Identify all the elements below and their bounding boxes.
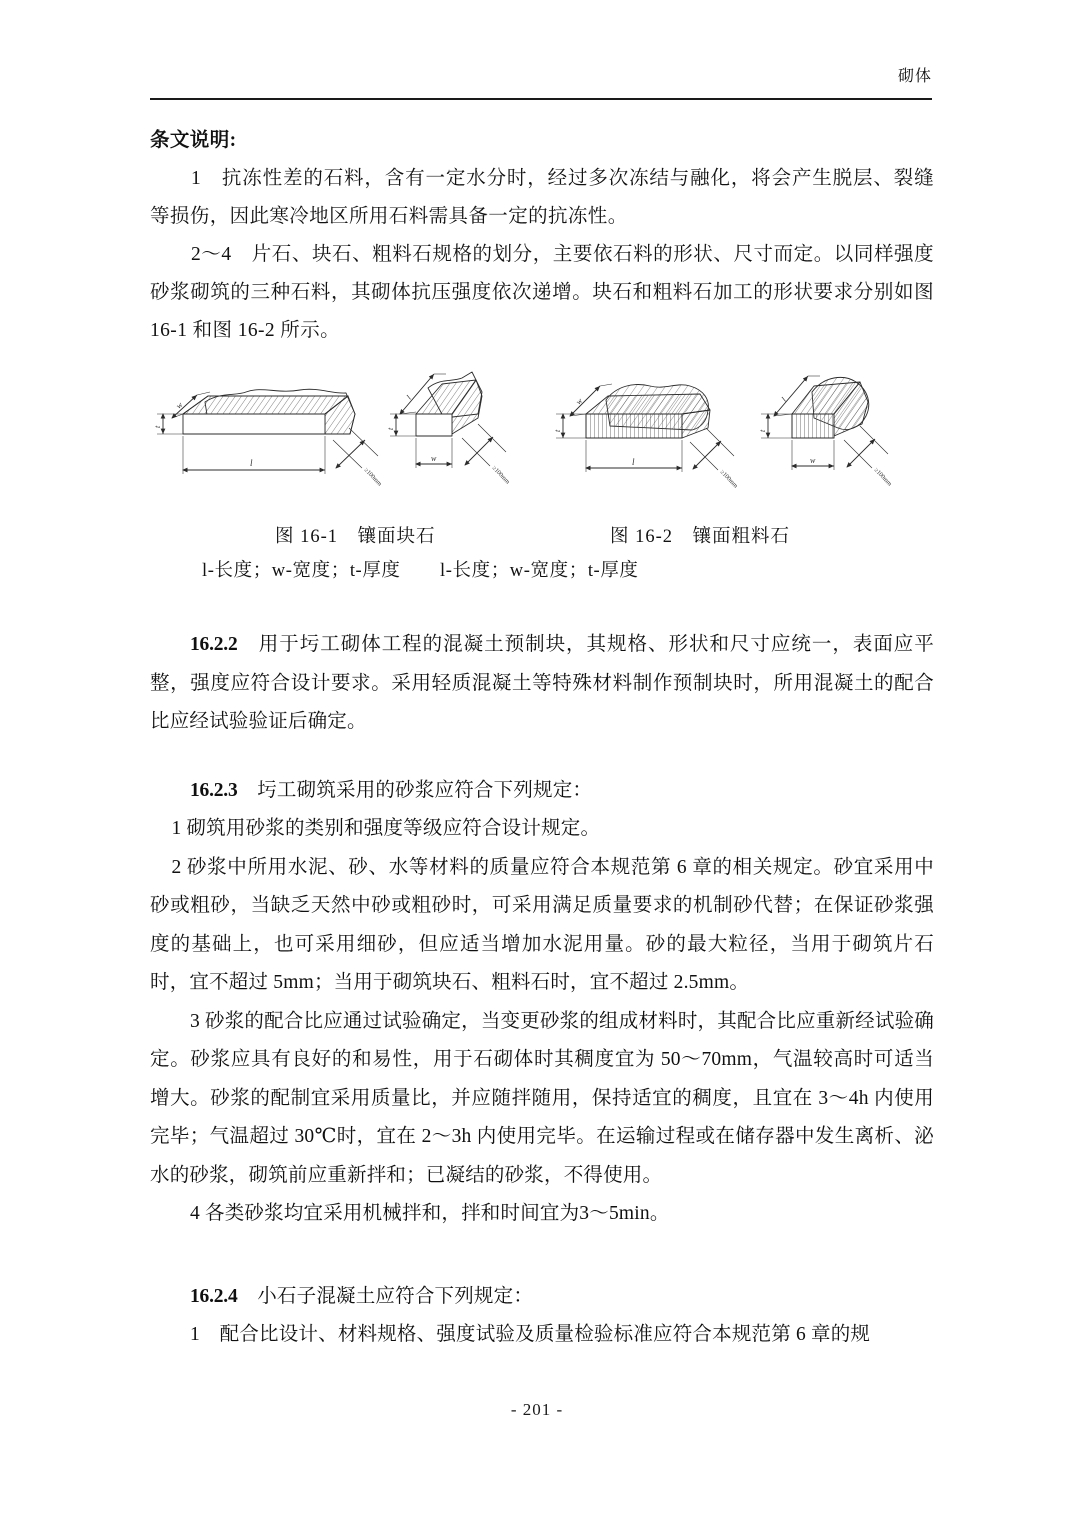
svg-text:≥100mm: ≥100mm [362, 466, 384, 488]
svg-text:l: l [632, 457, 635, 467]
clause-16-2-2-text: 用于圬工砌体工程的混凝土预制块，其规格、形状和尺寸应统一，表面应平整，强度应符合设计要求。采用轻质混凝土等特殊材料制作预制块时，所用混凝土的配合比应经试验验证后确定。 [150, 634, 934, 732]
page-number: - 201 - [510, 1400, 564, 1419]
svg-text:w: w [174, 400, 185, 411]
paragraph-item-2-4: 2～4 片石、块石、粗料石规格的划分，主要依石料的形状、尺寸而定。以同样强度砂浆砌筑的三种石料，其砌体抗压强度依次递增。块石和粗料石加工的形状要求分别如图 16-1 和图 16-2 所示。 [150, 244, 934, 341]
clause-16-2-4 [150, 1278, 934, 1317]
header-title: 砌体 [897, 68, 932, 85]
svg-text:t: t [386, 427, 395, 430]
page-header [150, 66, 932, 110]
figure-legend-16-1: l-长度；w-宽度；t-厚度 [202, 561, 401, 581]
stone-block-3 [553, 384, 739, 490]
figure-caption-16-2: 图 16-2 镶面粗料石 [610, 527, 791, 547]
svg-text:l: l [779, 395, 788, 404]
stone-blocks-drawing [150, 352, 934, 520]
clause-16-2-4-text: 小石子混凝土应符合下列规定： [237, 1285, 534, 1307]
body-text-bottom [150, 626, 934, 1355]
svg-text:l: l [404, 393, 413, 402]
clause-16-2-3-item-3: 3 砂浆的配合比应通过试验确定，当变更砂浆的组成材料时，其配合比应重新经试验确定。砂浆应具有良好的和易性，用于石砌体时其稠度宜为 50～70mm，气温较高时可适当增大。砂浆的配制宜采用质量比，并应随拌随用，保持适宜的稠度，且宜在 3～4h 内使用完毕；气温超过 30℃时，宜在 2～3h 内使用完毕。在运输过程或在储存器中发生离析、泌水的砂浆，砌筑前应重新拌和；已凝结的砂浆，不得使用。 [150, 1010, 934, 1186]
svg-text:w: w [574, 396, 585, 407]
clause-16-2-4-item-1: 1 配合比设计、材料规格、强度试验及质量检验标准应符合本规范第 6 章的规 [189, 1324, 871, 1345]
svg-text:w: w [810, 456, 816, 465]
figure-captions [150, 522, 934, 556]
stone-block-4 [758, 376, 893, 488]
clause-16-2-3-text: 圬工砌筑采用的砂浆应符合下列规定： [237, 779, 593, 801]
figure-legends [150, 556, 934, 590]
svg-text:w: w [431, 454, 437, 463]
svg-text:t: t [758, 429, 767, 432]
clause-16-2-4-number: 16.2.4 [189, 1285, 238, 1307]
body-text-top [150, 122, 934, 350]
figure-drawings [150, 352, 934, 520]
svg-text:t: t [553, 429, 562, 432]
paragraph-item-1: 1 抗冻性差的石料，含有一定水分时，经过多次冻结与融化，将会产生脱层、裂缝等损伤，因此寒冷地区所用石料需具备一定的抗冻性。 [150, 168, 934, 227]
svg-text:t: t [153, 425, 162, 428]
stone-block-2 [386, 372, 511, 486]
svg-text:≥100mm: ≥100mm [718, 468, 740, 490]
page-footer [0, 1400, 1074, 1420]
svg-text:≥100mm: ≥100mm [490, 464, 512, 486]
svg-text:l: l [250, 458, 253, 468]
header-divider [150, 98, 932, 100]
figure-caption-16-1: 图 16-1 镶面块石 [275, 527, 436, 547]
clause-16-2-3 [150, 772, 934, 811]
clause-16-2-3-item-2: 2 砂浆中所用水泥、砂、水等材料的质量应符合本规范第 6 章的相关规定。砂宜采用中砂或粗砂，当缺乏天然中砂或粗砂时，可采用满足质量要求的机制砂代替；在保证砂浆强度的基础上，也可采用细砂，但应适当增加水泥用量。砂的最大粒径，当用于砌筑片石时，宜不超过 5mm；当用于砌筑块石、粗料石时，宜不超过 2.5mm。 [150, 856, 934, 993]
figure-group [150, 352, 934, 590]
clause-16-2-3-number: 16.2.3 [189, 779, 238, 801]
paragraph-spacer-1 [150, 742, 934, 772]
clause-16-2-2 [150, 626, 934, 742]
paragraph-spacer-2 [150, 1234, 934, 1278]
figure-legend-16-2: l-长度；w-宽度；t-厚度 [440, 561, 639, 581]
clause-16-2-3-item-1: 1 砌筑用砂浆的类别和强度等级应符合设计规定。 [171, 818, 601, 839]
stone-block-1 [153, 389, 383, 487]
clause-16-2-3-item-4: 4 各类砂浆均宜采用机械拌和，拌和时间宜为3～5min。 [189, 1203, 670, 1224]
svg-text:≥100mm: ≥100mm [872, 466, 894, 488]
explanation-heading: 条文说明: [150, 130, 237, 151]
clause-16-2-2-number: 16.2.2 [189, 634, 238, 655]
